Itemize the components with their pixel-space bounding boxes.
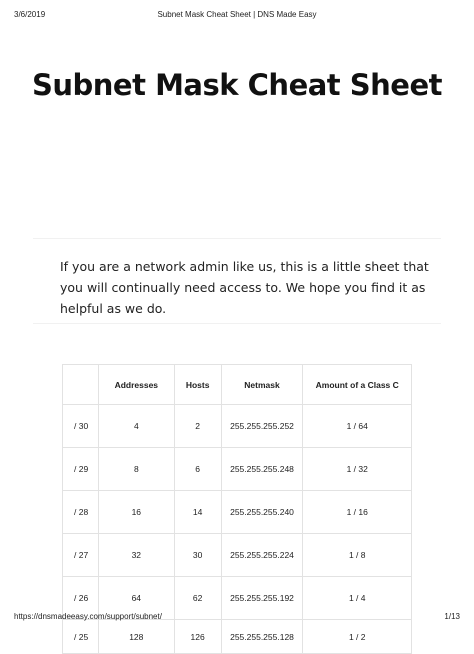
- cell-netmask: 255.255.255.252: [221, 405, 303, 448]
- cell-prefix: / 25: [63, 620, 99, 654]
- column-header-prefix: [63, 365, 99, 405]
- cell-prefix: / 28: [63, 491, 99, 534]
- page-title: Subnet Mask Cheat Sheet: [32, 68, 442, 102]
- cell-hosts: 62: [174, 577, 221, 620]
- cell-class-c: 1 / 8: [303, 534, 412, 577]
- cell-prefix: / 29: [63, 448, 99, 491]
- print-header-title: Subnet Mask Cheat Sheet | DNS Made Easy: [157, 10, 317, 19]
- table-row: [63, 448, 412, 491]
- cell-class-c: 1 / 64: [303, 405, 412, 448]
- column-header-netmask: Netmask: [221, 365, 303, 405]
- cell-hosts: 6: [174, 448, 221, 491]
- cell-hosts: 14: [174, 491, 221, 534]
- print-date: 3/6/2019: [14, 10, 46, 19]
- cell-prefix: / 27: [63, 534, 99, 577]
- cell-addresses: 16: [98, 491, 174, 534]
- cell-addresses: 32: [98, 534, 174, 577]
- cell-class-c: 1 / 16: [303, 491, 412, 534]
- table-header-row: [63, 365, 412, 405]
- table-row: [63, 620, 412, 654]
- table-row: [63, 534, 412, 577]
- subnet-table: [62, 364, 412, 654]
- intro-text: If you are a network admin like us, this is a little sheet that you will continually need access to. We hope you find it as helpful as we do.: [60, 259, 429, 316]
- cell-netmask: 255.255.255.128: [221, 620, 303, 654]
- cell-hosts: 2: [174, 405, 221, 448]
- column-header-hosts: Hosts: [174, 365, 221, 405]
- table-row: [63, 405, 412, 448]
- column-header-class-c: Amount of a Class C: [303, 365, 412, 405]
- cell-prefix: / 26: [63, 577, 99, 620]
- cell-hosts: 30: [174, 534, 221, 577]
- footer-url-link[interactable]: https://dnsmadeeasy.com/support/subnet/: [14, 612, 162, 621]
- page-number: 1/13: [444, 612, 460, 621]
- cell-class-c: 1 / 32: [303, 448, 412, 491]
- cell-addresses: 64: [98, 577, 174, 620]
- cell-class-c: 1 / 2: [303, 620, 412, 654]
- cell-hosts: 126: [174, 620, 221, 654]
- cell-class-c: 1 / 4: [303, 577, 412, 620]
- cell-netmask: 255.255.255.192: [221, 577, 303, 620]
- cell-addresses: 128: [98, 620, 174, 654]
- cell-addresses: 4: [98, 405, 174, 448]
- table-row: [63, 491, 412, 534]
- cell-netmask: 255.255.255.224: [221, 534, 303, 577]
- cell-netmask: 255.255.255.248: [221, 448, 303, 491]
- column-header-addresses: Addresses: [98, 365, 174, 405]
- cell-addresses: 8: [98, 448, 174, 491]
- cell-netmask: 255.255.255.240: [221, 491, 303, 534]
- cell-prefix: / 30: [63, 405, 99, 448]
